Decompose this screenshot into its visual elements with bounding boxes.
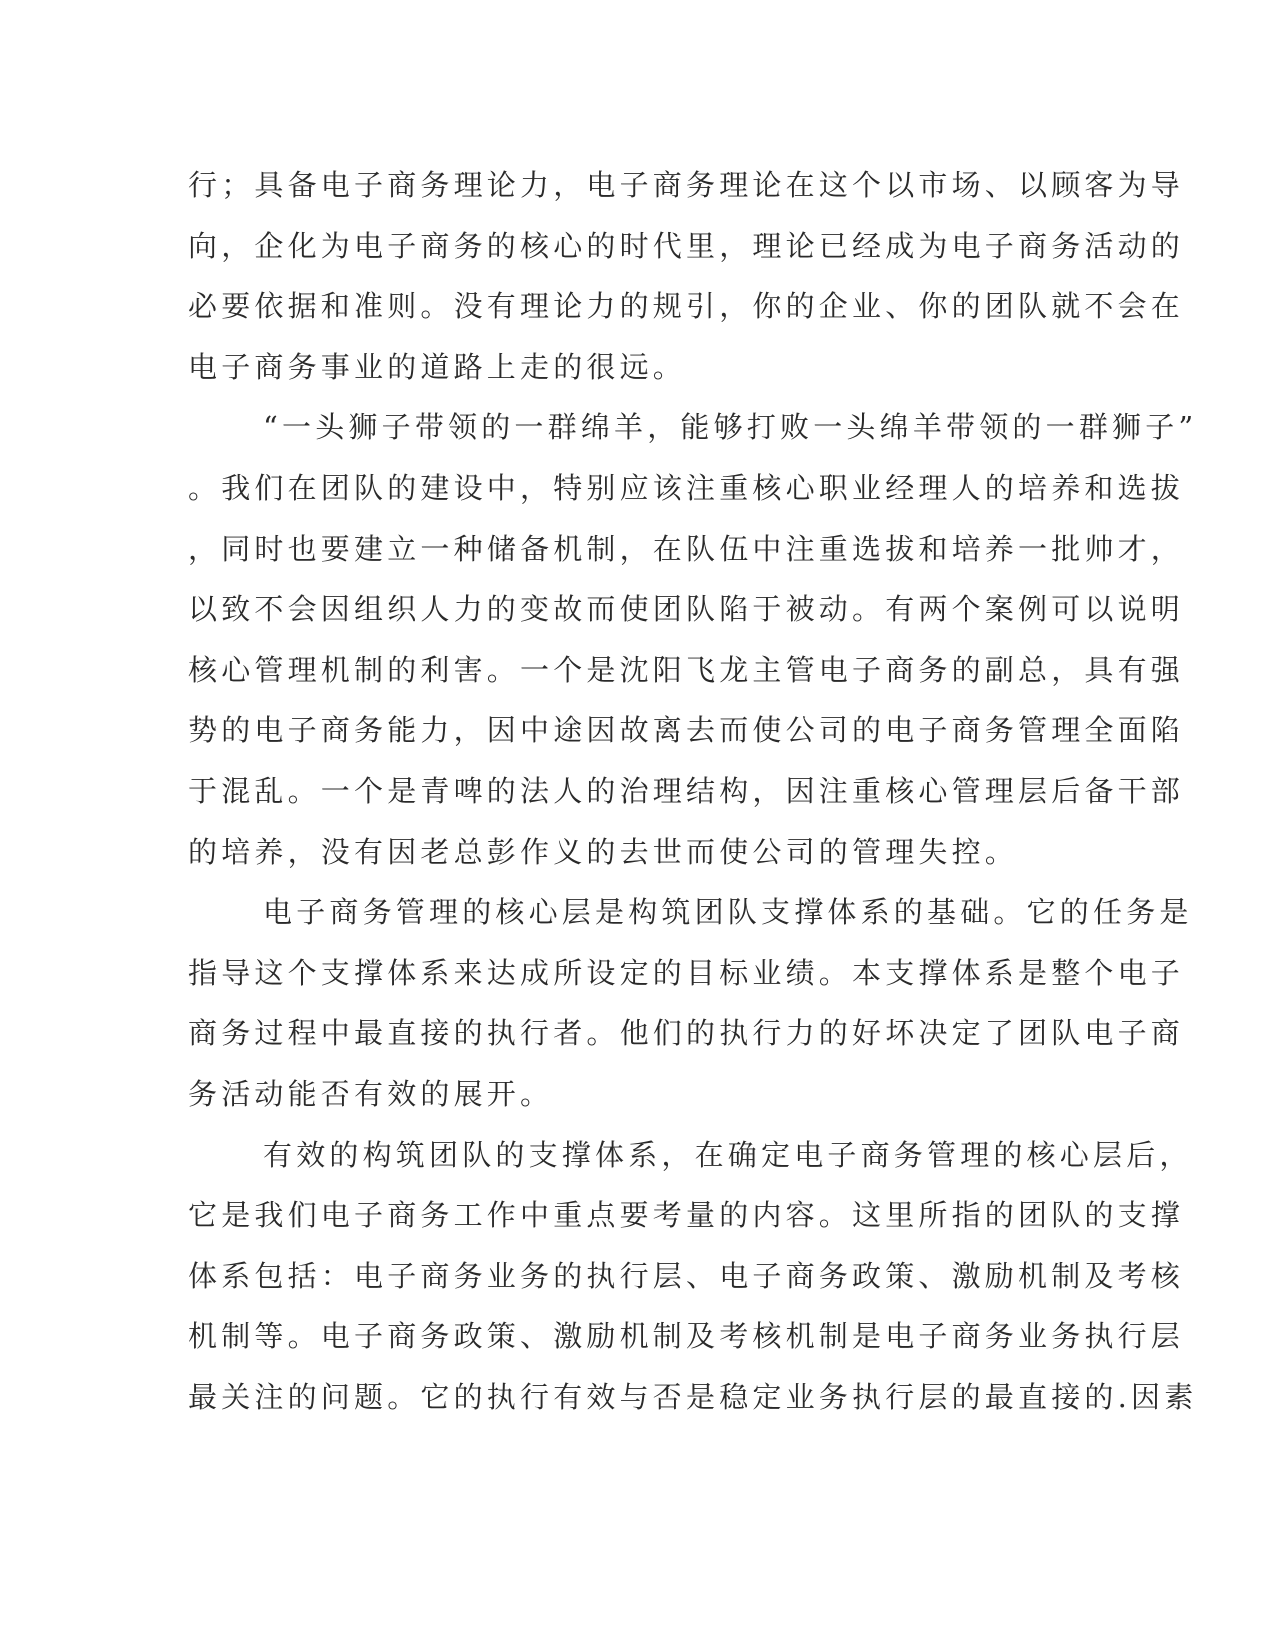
- text-line-21: 最关注的问题。它的执行有效与否是稳定业务执行层的最直接的.因素: [188, 1379, 1198, 1414]
- text-line-13: 电子商务管理的核心层是构筑团队支撑体系的基础。它的任务是: [263, 895, 1193, 930]
- text-line-16: 务活动能否有效的展开。: [188, 1076, 554, 1111]
- text-line-4: 电子商务事业的道路上走的很远。: [188, 349, 687, 384]
- text-line-14: 指导这个支撑体系来达成所设定的目标业绩。本支撑体系是整个电子: [188, 955, 1185, 990]
- text-line-3: 必要依据和准则。没有理论力的规引，你的企业、你的团队就不会在: [188, 289, 1185, 324]
- text-line-9: 核心管理机制的利害。一个是沈阳飞龙主管电子商务的副总，具有强: [188, 652, 1185, 687]
- text-line-2: 向，企化为电子商务的核心的时代里，理论已经成为电子商务活动的: [188, 228, 1185, 263]
- text-line-20: 机制等。电子商务政策、激励机制及考核机制是电子商务业务执行层: [188, 1319, 1185, 1354]
- body-text: [188, 166, 1198, 1438]
- text-line-10: 势的电子商务能力，因中途因故离去而使公司的电子商务管理全面陷: [188, 713, 1185, 748]
- text-line-18: 它是我们电子商务工作中重点要考量的内容。这里所指的团队的支撑: [188, 1198, 1185, 1233]
- text-line-19: 体系包括：电子商务业务的执行层、电子商务政策、激励机制及考核: [188, 1258, 1185, 1293]
- text-line-5: “一头狮子带领的一群绵羊，能够打败一头绵羊带领的一群狮子”: [263, 410, 1198, 445]
- text-line-15: 商务过程中最直接的执行者。他们的执行力的好坏决定了团队电子商: [188, 1016, 1185, 1051]
- text-line-12: 的培养，没有因老总彭作义的去世而使公司的管理失控。: [188, 834, 1019, 869]
- text-line-8: 以致不会因组织人力的变故而使团队陷于被动。有两个案例可以说明: [188, 592, 1185, 627]
- text-line-17: 有效的构筑团队的支撑体系，在确定电子商务管理的核心层后，: [263, 1137, 1193, 1172]
- text-line-11: 于混乱。一个是青啤的法人的治理结构，因注重核心管理层后备干部: [188, 773, 1185, 808]
- text-line-7: ，同时也要建立一种储备机制，在队伍中注重选拔和培养一批帅才，: [188, 531, 1185, 566]
- text-line-1: 行；具备电子商务理论力，电子商务理论在这个以市场、以顾客为导: [188, 168, 1185, 202]
- text-line-6: 。我们在团队的建设中，特别应该注重核心职业经理人的培养和选拔: [188, 470, 1185, 505]
